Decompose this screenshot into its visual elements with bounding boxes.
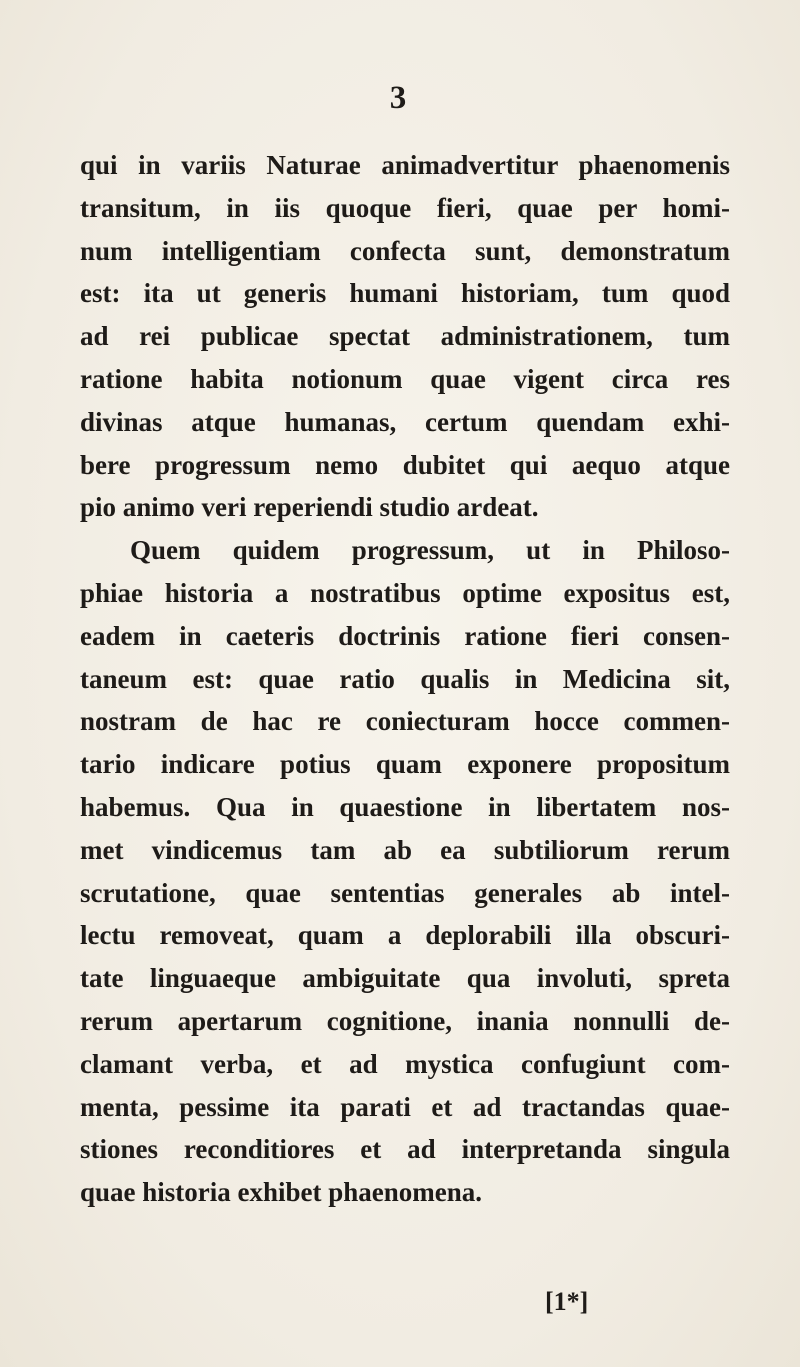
text-line: tate linguaeque ambiguitate qua involuti, spreta <box>80 963 730 994</box>
text-line: stiones reconditiores et ad interpretanda singula <box>80 1134 730 1165</box>
text-line: qui in variis Naturae animadvertitur phaenomenis <box>80 150 730 180</box>
text-line: phiae historia a nostratibus optime expositus est, <box>80 577 730 608</box>
text-line: ad rei publicae spectat administrationem, tum <box>80 321 730 352</box>
text-line-last: pio animo veri reperiendi studio ardeat. <box>80 492 539 523</box>
text-line: est: ita ut generis humani historiam, tum quod <box>80 278 730 309</box>
text-line: nostram de hac re coniecturam hocce commen- <box>80 706 730 737</box>
text-line: menta, pessime ita parati et ad tractandas quae- <box>80 1091 730 1122</box>
signature-mark: [1*] <box>545 1287 589 1316</box>
text-line: ratione habita notionum quae vigent circa res <box>80 363 730 394</box>
text-line: taneum est: quae ratio qualis in Medicina sit, <box>80 663 730 694</box>
text-line: lectu removeat, quam a deplorabili illa obscuri- <box>80 920 730 951</box>
text-line-indented: Quem quidem progressum, ut in Philoso- <box>130 535 730 566</box>
text-line: clamant verba, et ad mystica confugiunt com- <box>80 1048 730 1079</box>
text-line: eadem in caeteris doctrinis ratione fieri consen- <box>80 620 730 651</box>
text-line: habemus. Qua in quaestione in libertatem nos- <box>80 791 730 822</box>
text-line: num intelligentiam confecta sunt, demonstratum <box>80 235 730 266</box>
text-line: scrutatione, quae sententias generales ab intel- <box>80 877 730 908</box>
text-line: tario indicare potius quam exponere propositum <box>80 749 730 780</box>
page-number: 3 <box>389 80 407 116</box>
text-line-last: quae historia exhibet phaenomena. <box>80 1177 483 1208</box>
text-line: rerum apertarum cognitione, inania nonnulli de- <box>80 1005 730 1036</box>
text-line: met vindicemus tam ab ea subtiliorum rerum <box>80 834 730 865</box>
text-line: divinas atque humanas, certum quendam exhi- <box>80 406 730 437</box>
text-line: bere progressum nemo dubitet qui aequo atque <box>80 449 730 480</box>
body-text <box>80 144 730 1214</box>
text-line: transitum, in iis quoque fieri, quae per homi- <box>80 192 730 223</box>
